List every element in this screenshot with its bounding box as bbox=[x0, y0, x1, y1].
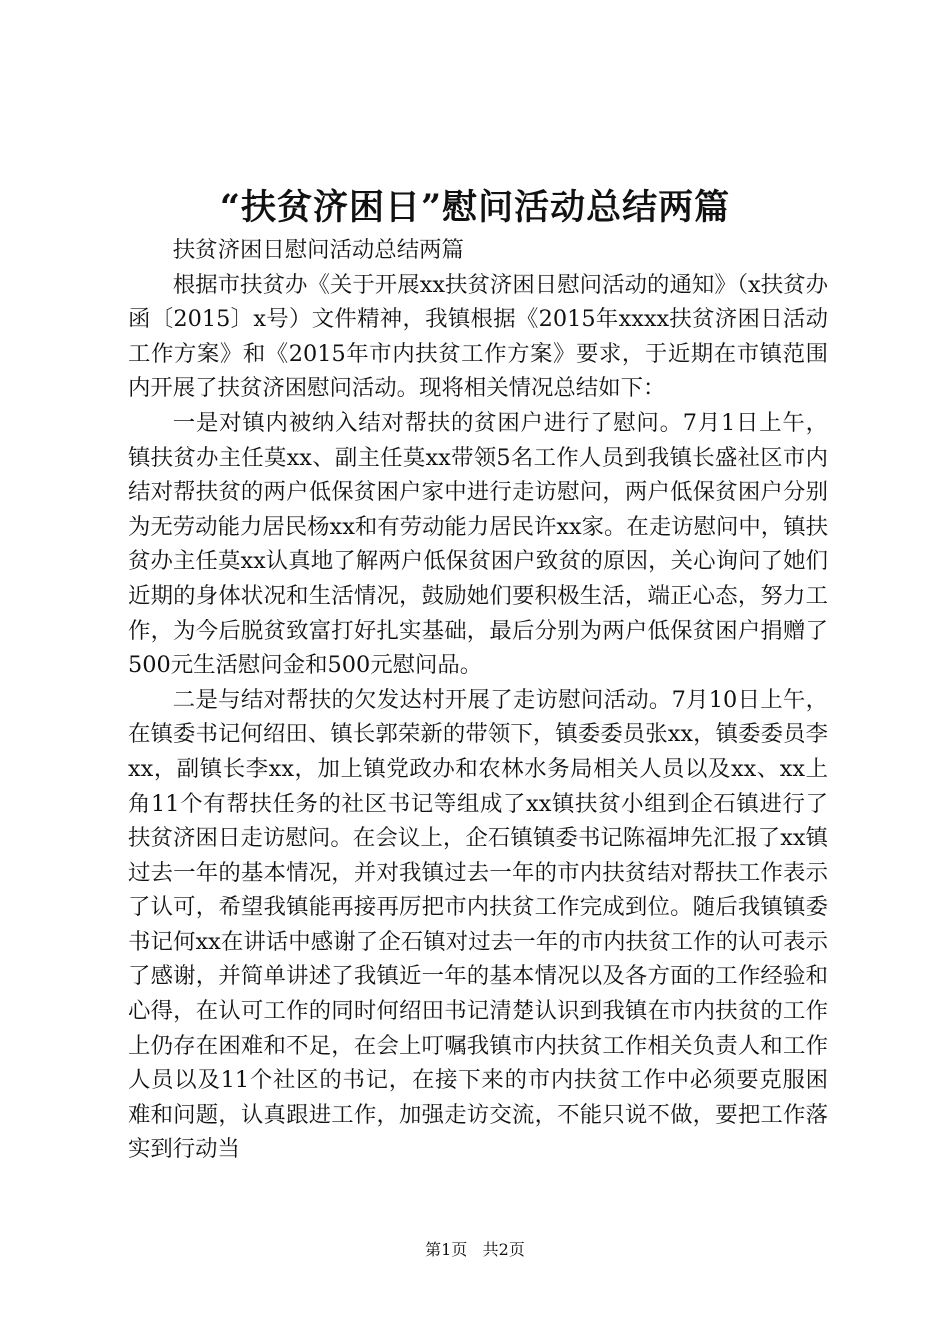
page-total: 共2页 bbox=[482, 1240, 525, 1259]
page-footer bbox=[0, 1238, 950, 1262]
subtitle-paragraph: 扶贫济困日慰问活动总结两篇 bbox=[172, 237, 464, 263]
section-two-paragraph: 二是与结对帮扶的欠发达村开展了走访慰问活动。7月10日上午，在镇委书记何绍田、镇长郭荣新的带领下，镇委委员张xx，镇委委员李xx，副镇长李xx，加上镇党政办和农林水务局相关人员以及xx、xx上角11个有帮扶任务的社区书记等组成了xx镇扶贫小组到企石镇进行了扶贫济困日走访慰问。在会议上，企石镇镇委书记陈福坤先汇报了xx镇过去一年的基本情况，并对我镇过去一年的市内扶贫结对帮扶工作表示了认可，希望我镇能再接再厉把市内扶贫工作完成到位。随后我镇镇委书记何xx在讲话中感谢了企石镇对过去一年的市内扶贫工作的认可表示了感谢，并简单讲述了我镇近一年的基本情况以及各方面的工作经验和心得，在认可工作的同时何绍田书记清楚认识到我镇在市内扶贫的工作上仍存在困难和不足，在会上叮嘱我镇市内扶贫工作相关负责人和工作人员以及11个社区的书记，在接下来的市内扶贫工作中必须要克服困难和问题，认真跟进工作，加强走访交流，不能只说不做，要把工作落实到行动当 bbox=[128, 686, 828, 1163]
document-body bbox=[128, 233, 828, 1167]
section-one-paragraph: 一是对镇内被纳入结对帮扶的贫困户进行了慰问。7月1日上午，镇扶贫办主任莫xx、副主任莫xx带领5名工作人员到我镇长盛社区市内结对帮扶贫的两户低保贫困户家中进行走访慰问，两户低保贫困户分别为无劳动能力居民杨xx和有劳动能力居民许xx家。在走访慰问中，镇扶贫办主任莫xx认真地了解两户低保贫困户致贫的原因，关心询问了她们近期的身体状况和生活情况，鼓励她们要积极生活，端正心态，努力工作，为今后脱贫致富打好扎实基础，最后分别为两户低保贫困户捐赠了500元生活慰问金和500元慰问品。 bbox=[128, 409, 828, 679]
page-number: 第1页 bbox=[425, 1240, 468, 1259]
page-separator bbox=[472, 1240, 477, 1259]
intro-paragraph: 根据市扶贫办《关于开展xx扶贫济困日慰问活动的通知》（x扶贫办函〔2015〕x号）文件精神，我镇根据《2015年xxxx扶贫济困日活动工作方案》和《2015年市内扶贫工作方案》要求，于近期在市镇范围内开展了扶贫济困慰问活动。现将相关情况总结如下： bbox=[128, 271, 828, 402]
document-title: “扶贫济困日”慰问活动总结两篇 bbox=[219, 187, 731, 228]
